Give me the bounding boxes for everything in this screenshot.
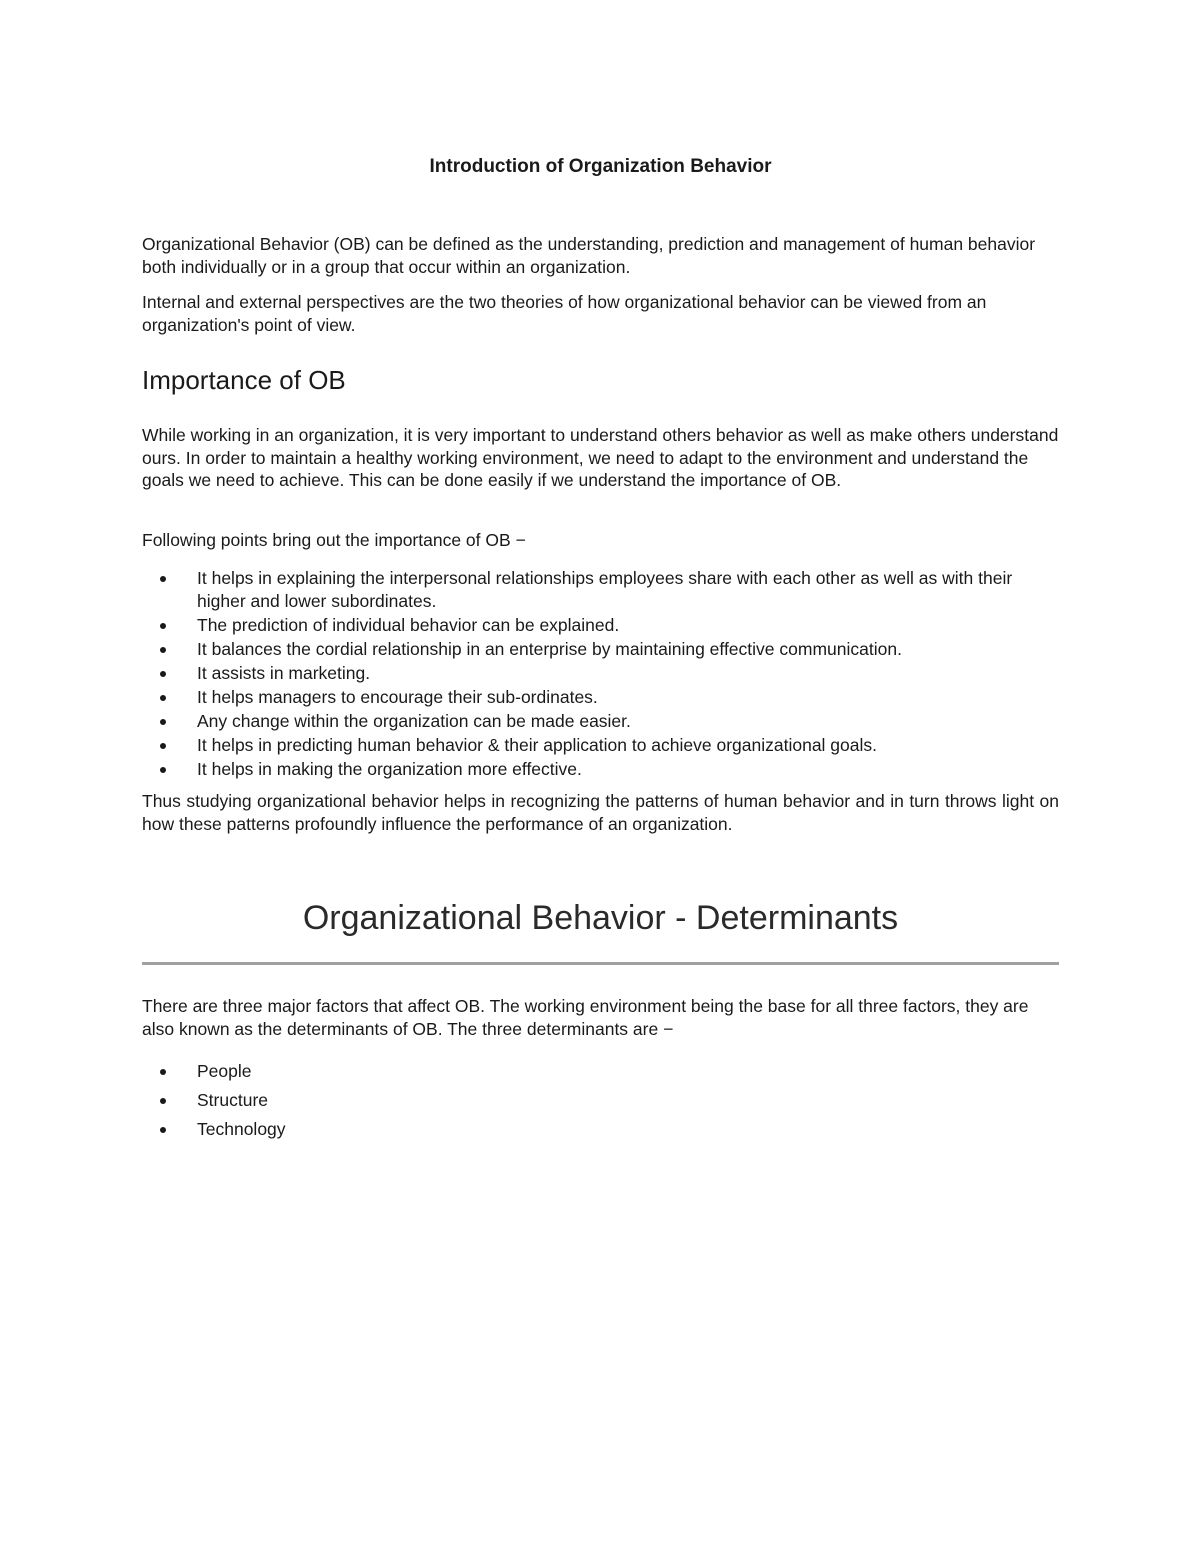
importance-paragraph: While working in an organization, it is very important to understand others behavior as well as make others understand ours. In order to maintain a healthy working environment, we need to adapt to the environment and understand the goals we need to achieve. This can be done easily if we understand the importance of OB. <box>142 425 1059 490</box>
list-item <box>142 614 1059 637</box>
list-item-text: The prediction of individual behavior can be explained. <box>197 614 620 635</box>
importance-conclusion: Thus studying organizational behavior helps in recognizing the patterns of human behavior and in turn throws light on how these patterns profoundly influence the performance of an organization. <box>142 791 1059 834</box>
bullet-icon <box>160 1098 166 1104</box>
intro-paragraph-2: Internal and external perspectives are the two theories of how organizational behavior can be viewed from an organization's point of view. <box>142 292 987 335</box>
list-item-text: It helps managers to encourage their sub-ordinates. <box>197 686 598 707</box>
bullet-icon <box>160 647 166 653</box>
list-item-text: It helps in making the organization more effective. <box>197 758 582 779</box>
bullet-icon <box>160 576 166 582</box>
section-divider <box>142 962 1059 965</box>
bullet-icon <box>160 671 166 677</box>
bullet-icon <box>160 695 166 701</box>
list-item <box>142 710 1059 733</box>
list-item <box>142 638 1059 661</box>
bullet-icon <box>160 623 166 629</box>
list-item <box>142 686 1059 709</box>
document-title: Introduction of Organization Behavior <box>429 156 772 177</box>
list-item <box>142 758 1059 781</box>
bullet-icon <box>160 1127 166 1133</box>
importance-lead-in: Following points bring out the importance of OB − <box>142 530 526 550</box>
list-item <box>142 567 1059 612</box>
list-item-text: Any change within the organization can be made easier. <box>197 710 631 731</box>
importance-heading: Importance of OB <box>142 365 346 395</box>
list-item <box>142 1118 1059 1141</box>
bullet-icon <box>160 719 166 725</box>
determinants-paragraph: There are three major factors that affect OB. The working environment being the base for all three factors, they are also known as the determinants of OB. The three determinants are − <box>142 996 1029 1039</box>
list-item <box>142 662 1059 685</box>
list-item <box>142 1060 1059 1083</box>
list-item-text: It helps in predicting human behavior & their application to achieve organizational goals. <box>197 734 878 755</box>
bullet-icon <box>160 1069 166 1075</box>
bullet-icon <box>160 767 166 773</box>
list-item-text: It helps in explaining the interpersonal relationships employees share with each other as well as with their higher and lower subordinates. <box>197 568 1013 611</box>
determinants-heading: Organizational Behavior - Determinants <box>302 899 899 937</box>
list-item-text: It assists in marketing. <box>197 662 371 683</box>
list-item-text: It balances the cordial relationship in an enterprise by maintaining effective communication. <box>197 638 902 659</box>
list-item-text: Structure <box>197 1090 268 1110</box>
determinants-list <box>142 1060 1059 1147</box>
list-item <box>142 1089 1059 1112</box>
bullet-icon <box>160 743 166 749</box>
list-item-text: Technology <box>197 1119 286 1139</box>
list-item-text: People <box>197 1061 252 1081</box>
list-item <box>142 734 1059 757</box>
intro-paragraph-1: Organizational Behavior (OB) can be defined as the understanding, prediction and management of human behavior both individually or in a group that occur within an organization. <box>142 234 1036 277</box>
importance-points-list <box>142 567 1059 782</box>
